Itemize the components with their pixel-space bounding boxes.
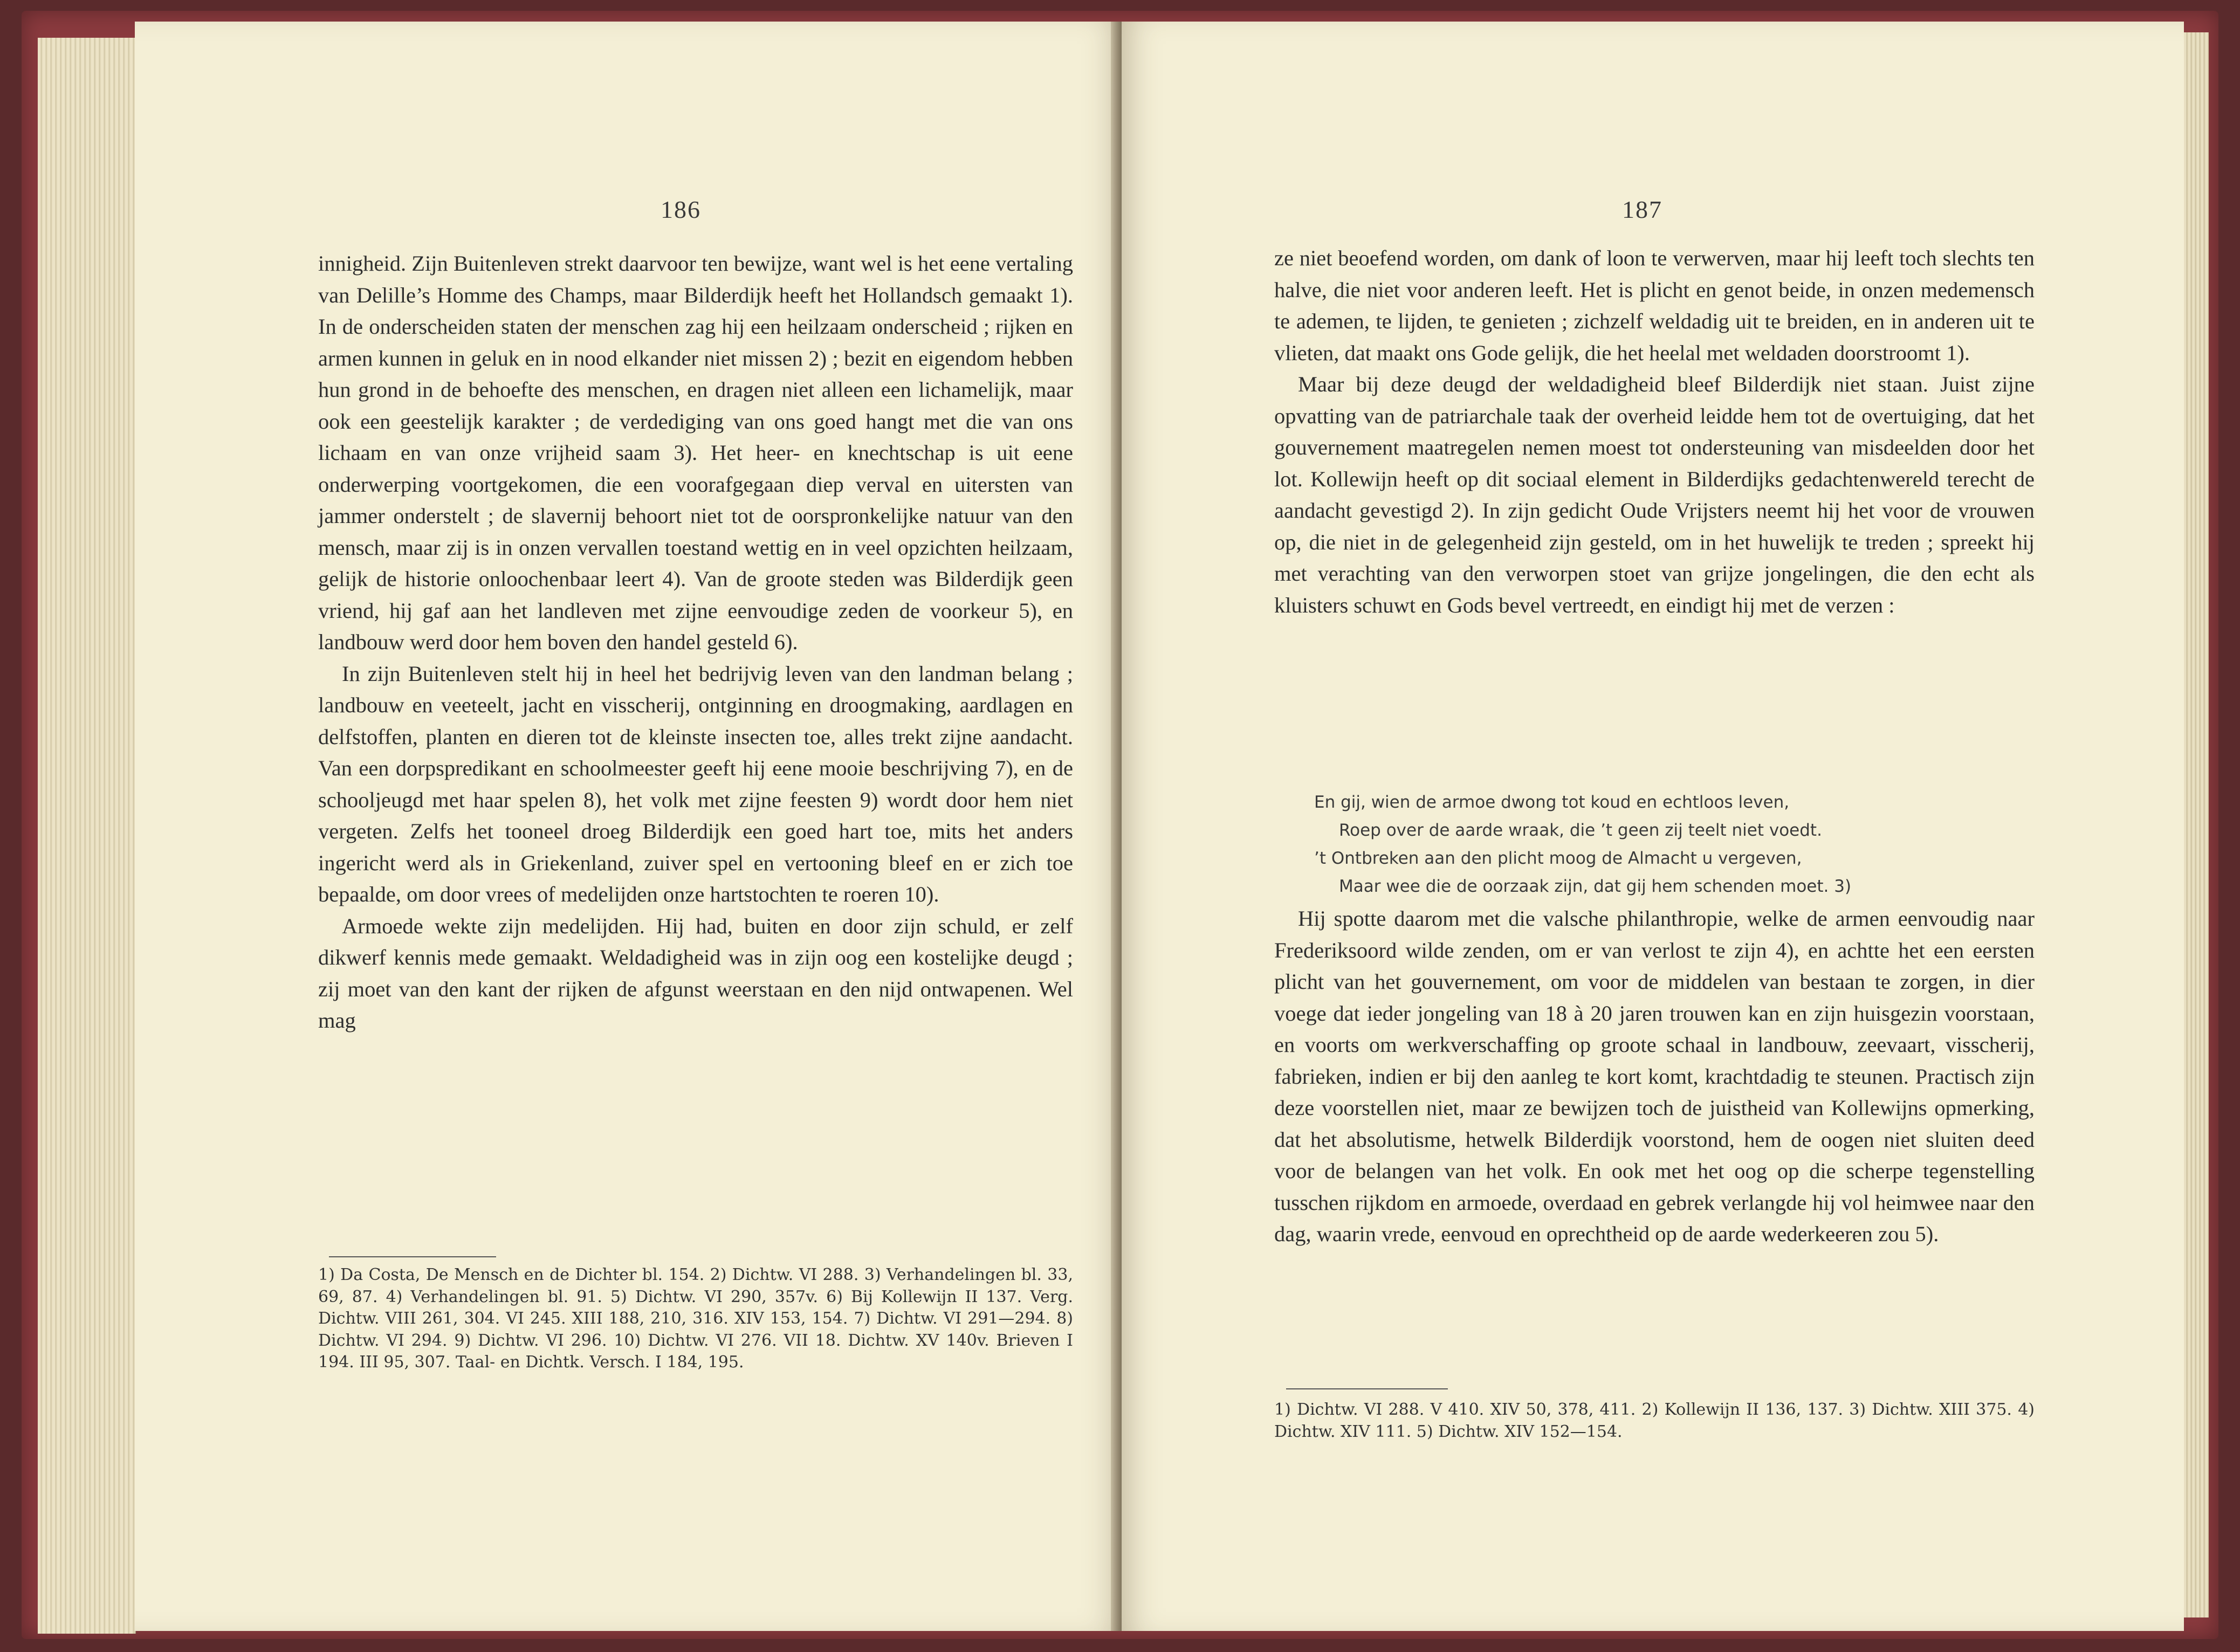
footnote-rule: [329, 1256, 496, 1257]
paragraph: innigheid. Zijn Buitenleven strekt daarvoor ten bewijze, want wel is het eene vertaling van Delille’s Homme des Champs, maar Bilderdijk heeft het Hollandsch gemaakt 1). In de onderscheiden staten der menschen zag hij een heilzaam onderscheid ; rijken en armen kunnen in geluk en in nood elkander niet missen 2) ; bezit en eigendom hebben hun grond in de behoefte des menschen, en dragen niet alleen een lichamelijk, maar ook een geestelijk karakter ; de verdediging van ons goed hangt met die van ons lichaam en van onze vrijheid saam 3). Het heer- en knechtschap is uit eene onderwerping voortgekomen, die een voorafgegaan diep verval en uitersten van jammer onderstelt ; de slavernij behoort niet tot de oorspronkelijke natuur van den mensch, maar zij is in onzen vervallen toestand wettig en in veel opzichten heilzaam, gelijk de historie onloochenbaar leert 4). Van de groote steden was Bilderdijk geen vriend, hij gaf aan het landleven met zijne eenvoudige zeden de voorkeur 5), en landbouw werd door hem boven den handel gesteld 6).: [318, 251, 1073, 654]
footnotes: 1) Dichtw. VI 288. V 410. XIV 50, 378, 411. 2) Kollewijn II 136, 137. 3) Dichtw. XIII 375. 4) Dichtw. XIV 111. 5) Dichtw. XIV 152—154.: [1274, 1400, 2035, 1441]
page-number: 186: [661, 196, 701, 223]
left-page: [135, 22, 1122, 1631]
poem-line: Roep over de aarde wraak, die ’t geen zij teelt niet voedt.: [1339, 821, 1822, 840]
body-text-upper: [1274, 243, 2035, 621]
poem: [1314, 788, 2037, 900]
page-edges-left: [38, 38, 136, 1634]
paragraph: In zijn Buitenleven stelt hij in heel het bedrijvig leven van den landman belang ; landbouw en veeteelt, jacht en visscherij, ontginning en droogmaking, aardlagen en delfstoffen, planten en dieren tot de kleinste insecten toe, alles trekt zijne aandacht. Van een dorpspredikant en schoolmeester geeft hij eene mooie beschrijving 7), en de schooljeugd met haar spelen 8), het volk met zijne feesten 9) wordt door hem niet vergeten. Zelfs het tooneel droeg Bilderdijk een goed hart toe, mits het anders ingericht werd als in Griekenland, zuiver spel en vertooning bleef en er zich toe bepaalde, om door vrees of medelijden onze hartstochten te roeren 10).: [318, 661, 1073, 906]
poem-line: Maar wee die de oorzaak zijn, dat gij hem schenden moet. 3): [1339, 877, 1852, 896]
footnotes: 1) Da Costa, De Mensch en de Dichter bl. 154. 2) Dichtw. VI 288. 3) Verhandelingen bl. 33, 69, 87. 4) Verhandelingen bl. 91. 5) Dichtw. VI 290, 357v. 6) Bij Kollewijn II 137. Verg. Dichtw. VIII 261, 304. VI 245. XIII 188, 210, 316. XIV 153, 154. 7) Dichtw. VI 291—294. 8) Dichtw. VI 294. 9) Dichtw. VI 296. 10) Dichtw. VI 276. VII 18. Dichtw. XV 140v. Brieven I 194. III 95, 307. Taal- en Dichtk. Versch. I 184, 195.: [318, 1265, 1073, 1372]
footnote-rule: [1286, 1388, 1448, 1389]
poem-line: En gij, wien de armoe dwong tot koud en echtloos leven,: [1314, 793, 1790, 812]
paragraph: Armoede wekte zijn medelijden. Hij had, buiten en door zijn schuld, er zelf dikwerf kennis mede gemaakt. Weldadigheid was in zijn oog een kostelijke deugd ; zij moet van den kant der rijken de afgunst weerstaan en den nijd ontwapenen. Wel mag: [318, 913, 1073, 1032]
poem-line: ’t Ontbreken aan den plicht moog de Almacht u vergeven,: [1314, 849, 1802, 868]
paragraph: Hij spotte daarom met die valsche philanthropie, welke de armen eenvoudig naar Frederiksoord wilde zenden, om er van verlost te zijn 4), en achtte het een eersten plicht van het gouvernement, om voor de middelen van bestaan te zorgen, in dier voege dat ieder jongeling van 18 à 20 jaren trouwen kan en zijn huisgezin voorstaan, en voorts om werkverschaffing op groote schaal in landbouw, zeevaart, visscherij, fabrieken, indien er bij den aanleg te kort komt, krachtdadig te steunen. Practisch zijn deze voorstellen niet, maar ze bewijzen toch de juistheid van Kollewijns opmerking, dat het absolutisme, hetwelk Bilderdijk voorstond, hem de oogen niet sluiten deed voor de belangen van het volk. En ook met het oog op die scherpe tegenstelling tusschen rijkdom en armoede, overdaad en gebrek verlangde hij vol heimwee naar den dag, waarin vrede, eenvoud en oprechtheid op de aarde wederkeeren zou 5).: [1274, 906, 2035, 1246]
body-text: [318, 248, 1073, 1037]
page-number: 187: [1622, 196, 1662, 223]
right-page: [1122, 22, 2184, 1631]
body-text-lower: [1274, 903, 2035, 1250]
paragraph: ze niet beoefend worden, om dank of loon te verwerven, maar hij leeft toch slechts ten halve, die niet voor anderen leeft. Het is plicht en genot beide, in onzen medemensch te ademen, te lijden, te genieten ; zichzelf weldadig uit te breiden, en in anderen uit te vlieten, dat maakt ons Gode gelijk, die het heelal met weldaden doorstroomt 1).: [1274, 246, 2035, 365]
page-edges-right: [2184, 32, 2209, 1617]
paragraph: Maar bij deze deugd der weldadigheid bleef Bilderdijk niet staan. Juist zijne opvatting van de patriarchale taak der overheid leidde hem tot de overtuiging, dat het gouvernement maatregelen nemen moest tot ondersteuning van misdeelden door het lot. Kollewijn heeft op dit sociaal element in Bilderdijks gedachtenwereld terecht de aandacht gevestigd 2). In zijn gedicht Oude Vrijsters neemt hij het voor de vrouwen op, die niet in de gelegenheid zijn gesteld, om in het huwelijk te treden ; spreekt hij met verachting van den verworpen stoet van grijze jongelingen, die den echt als kluisters schuwt en Gods bevel vertreedt, en eindigt hij met de verzen :: [1274, 372, 2035, 617]
